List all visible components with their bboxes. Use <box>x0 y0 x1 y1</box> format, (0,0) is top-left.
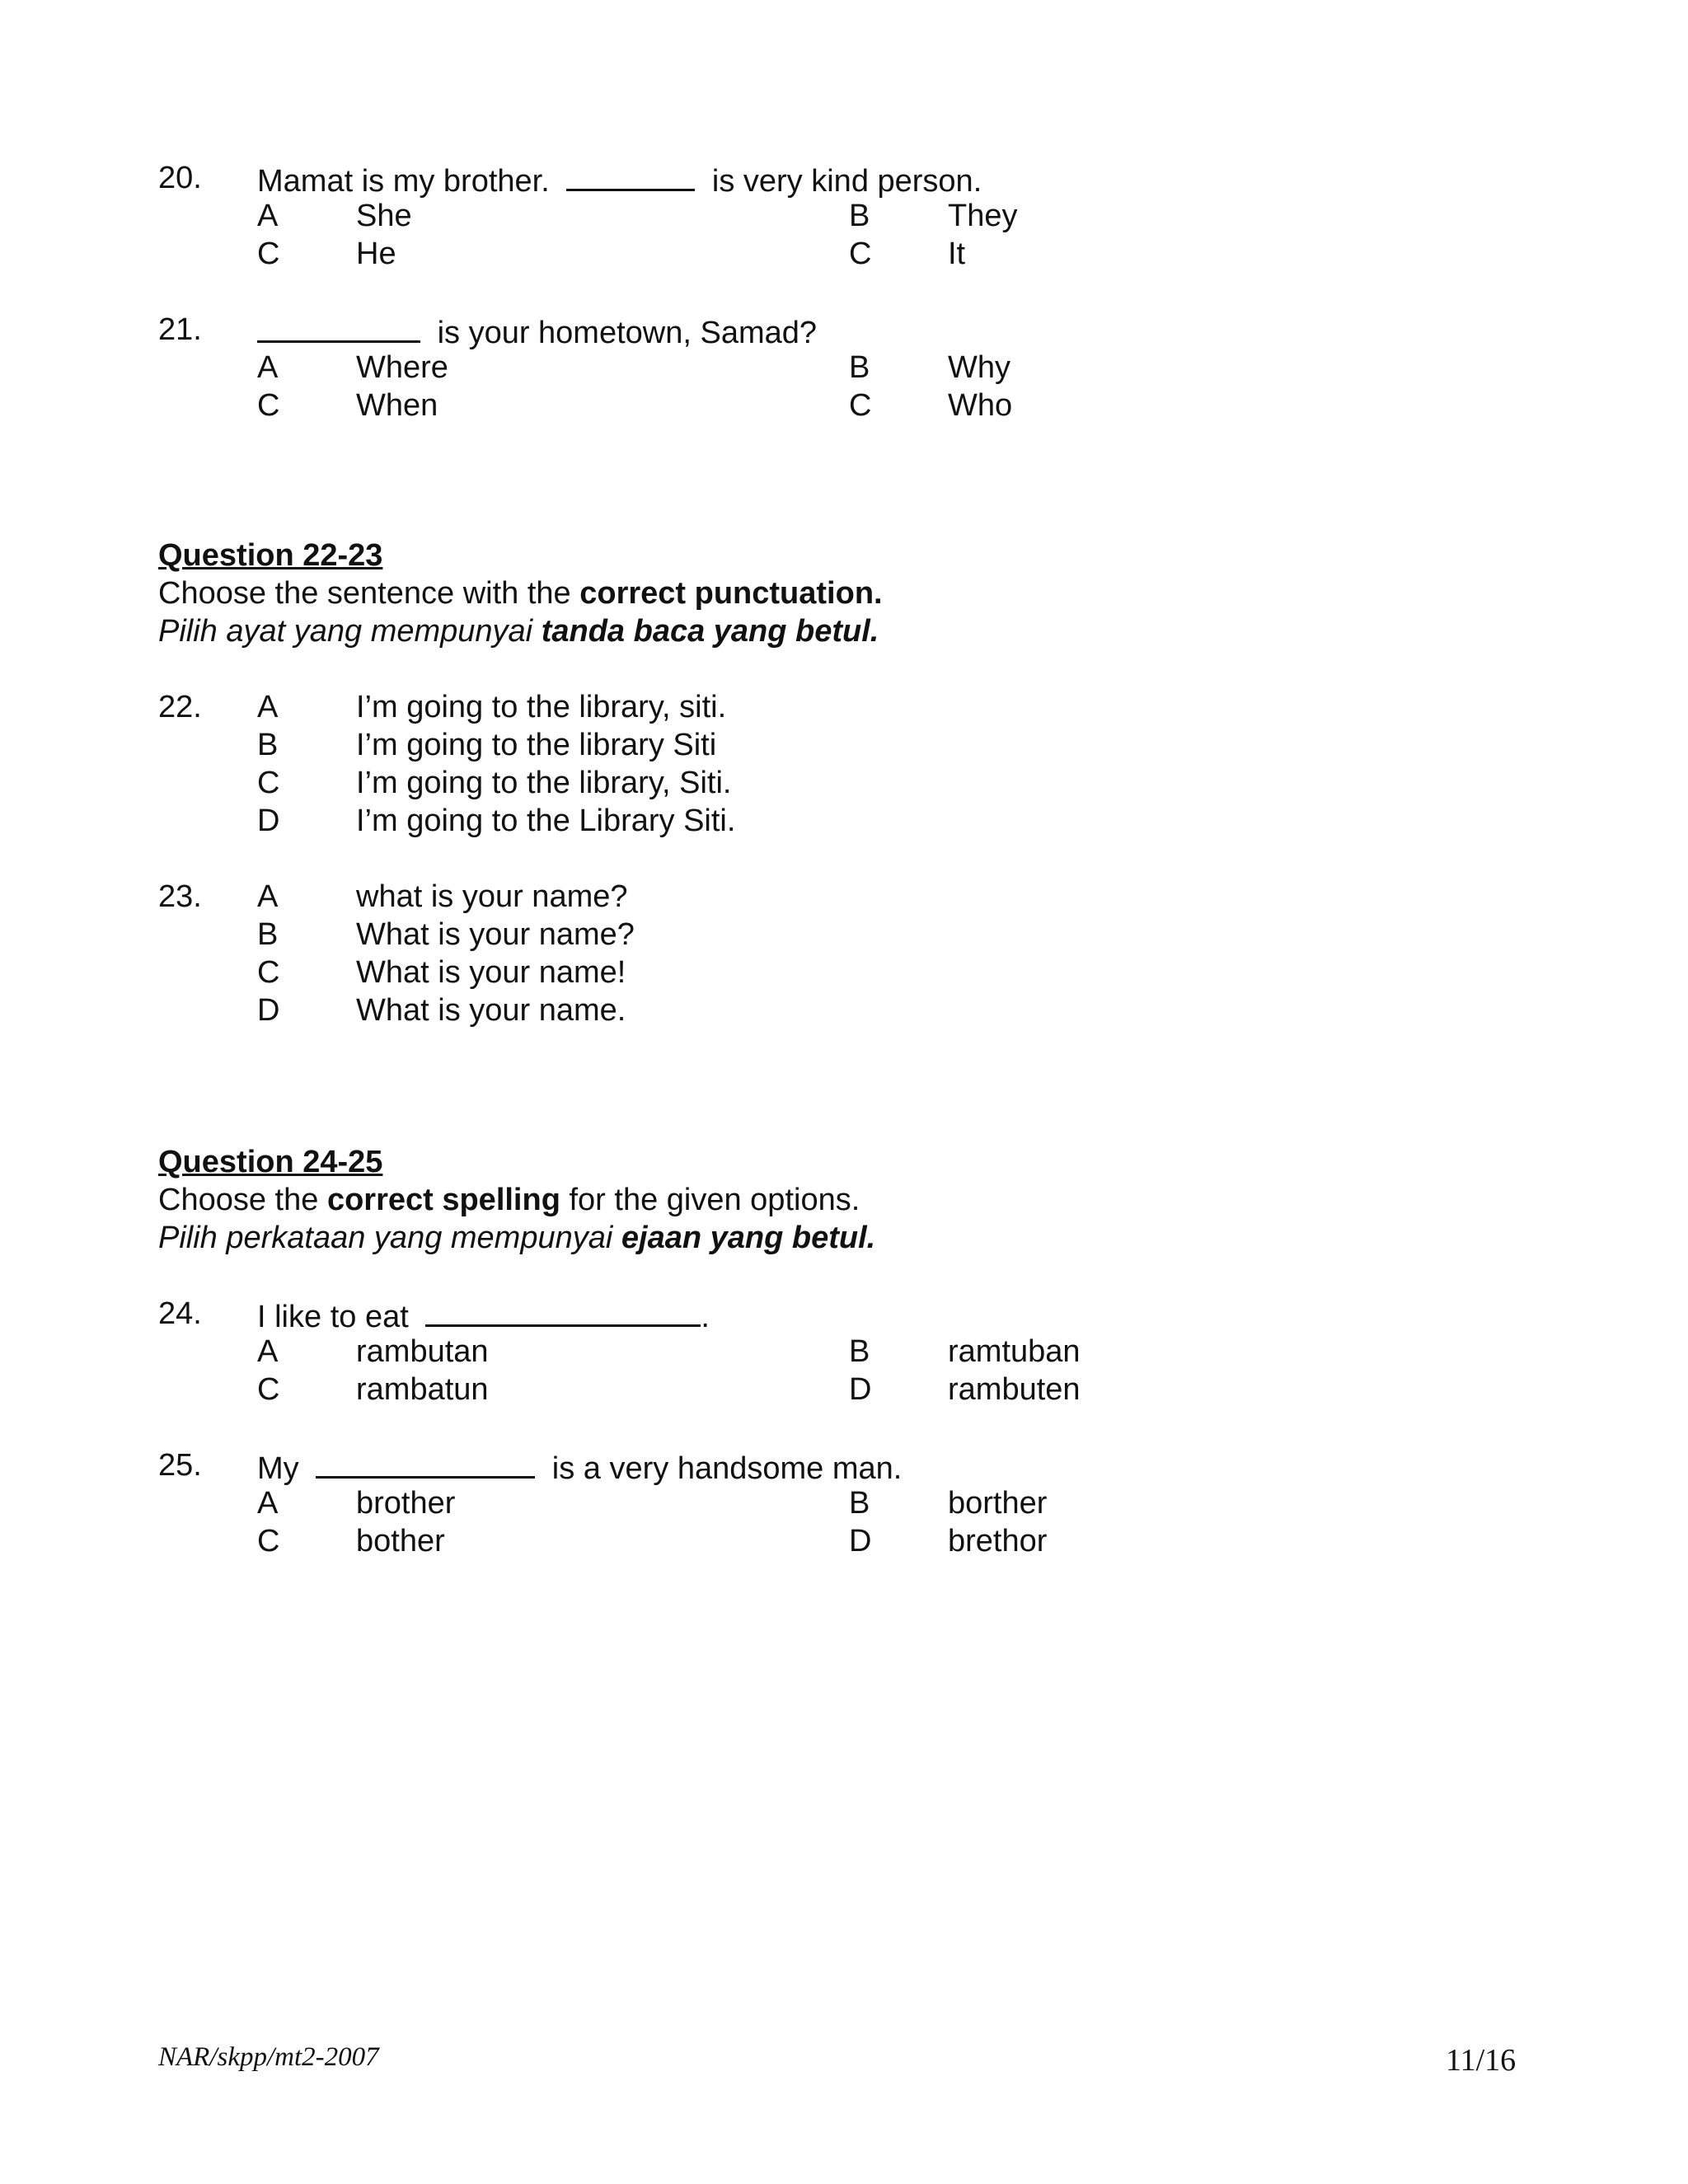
q25-stem-after: is a very handsome man. <box>551 1451 903 1486</box>
q25-stem-before: My <box>257 1451 299 1486</box>
q25-option-letter: D <box>849 1524 872 1558</box>
q23-option-text: what is your name? <box>356 879 628 914</box>
q24-option-text: ramtuban <box>948 1334 1081 1369</box>
q24-option-letter: C <box>257 1372 280 1407</box>
q23-option-letter: B <box>257 917 279 952</box>
section-instruction-english <box>158 1181 860 1219</box>
q21-option-text: Where <box>356 350 448 385</box>
instruction-text: for the given options. <box>569 1183 860 1217</box>
q24-stem-before: I like to eat <box>257 1300 409 1334</box>
q21-stem <box>257 311 817 352</box>
q20-option-text: They <box>948 199 1018 233</box>
q22-option-letter: C <box>257 766 280 800</box>
q21-number: 21. <box>158 312 202 347</box>
q21-stem-after: is your hometown, Samad? <box>437 316 818 350</box>
q25-answer-blank <box>316 1446 535 1479</box>
q24-option-text: rambatun <box>356 1372 489 1407</box>
q23-option-letter: A <box>257 879 279 914</box>
q24-stem-after: . <box>701 1300 710 1334</box>
q23-option-text: What is your name. <box>356 993 626 1028</box>
q25-option-text: borther <box>948 1486 1048 1521</box>
q25-number: 25. <box>158 1448 202 1483</box>
q20-option-letter: A <box>257 199 279 233</box>
q25-option-letter: A <box>257 1486 279 1521</box>
q20-answer-blank <box>566 159 695 191</box>
q24-option-text: rambutan <box>356 1334 489 1369</box>
instruction-text: Choose the sentence with the <box>158 576 571 611</box>
q25-stem <box>257 1446 902 1488</box>
q23-option-text: What is your name? <box>356 917 635 952</box>
q23-option-letter: C <box>257 955 280 990</box>
q25-option-text: bother <box>356 1524 445 1558</box>
q23-number: 23. <box>158 879 202 914</box>
q20-option-letter: B <box>849 199 870 233</box>
section-heading-22-23: Question 22-23 <box>158 538 383 573</box>
section-instruction-malay <box>158 612 879 650</box>
q20-option-text: He <box>356 237 396 271</box>
q21-answer-blank <box>257 311 420 343</box>
q25-option-text: brethor <box>948 1524 1048 1558</box>
q22-option-letter: D <box>257 804 280 838</box>
q25-option-letter: B <box>849 1486 870 1521</box>
footer-document-code: NAR/skpp/mt2-2007 <box>158 2042 379 2072</box>
q21-option-letter: C <box>849 388 872 423</box>
q20-option-letter: C <box>849 237 872 271</box>
q21-option-text: When <box>356 388 438 423</box>
instruction-text: Pilih perkataan yang mempunyai <box>158 1221 613 1255</box>
q22-option-letter: A <box>257 690 279 724</box>
q24-stem <box>257 1295 710 1336</box>
instruction-text: Choose the <box>158 1183 319 1217</box>
q22-option-text: I’m going to the Library Siti. <box>356 804 736 838</box>
footer-page-number: 11/16 <box>1446 2043 1517 2078</box>
q24-option-letter: B <box>849 1334 870 1369</box>
q24-option-letter: A <box>257 1334 279 1369</box>
instruction-emphasis: tanda baca yang betul. <box>541 614 879 649</box>
q21-option-letter: C <box>257 388 280 423</box>
section-instruction-malay <box>158 1219 875 1257</box>
q24-option-letter: D <box>849 1372 872 1407</box>
q20-option-letter: C <box>257 237 280 271</box>
q23-option-text: What is your name! <box>356 955 626 990</box>
q25-option-text: brother <box>356 1486 456 1521</box>
q24-option-text: rambuten <box>948 1372 1081 1407</box>
q21-option-letter: A <box>257 350 279 385</box>
q20-option-text: She <box>356 199 412 233</box>
q22-option-text: I’m going to the library Siti <box>356 728 717 762</box>
instruction-emphasis: correct punctuation. <box>579 576 883 611</box>
q22-option-letter: B <box>257 728 279 762</box>
q20-option-text: It <box>948 237 966 271</box>
instruction-emphasis: correct spelling <box>326 1183 560 1217</box>
q21-option-text: Why <box>948 350 1010 385</box>
q21-option-letter: B <box>849 350 870 385</box>
instruction-text: Pilih ayat yang mempunyai <box>158 614 533 649</box>
section-heading-24-25: Question 24-25 <box>158 1145 383 1179</box>
q20-stem <box>257 159 982 200</box>
q24-answer-blank <box>425 1295 701 1327</box>
q22-option-text: I’m going to the library, siti. <box>356 690 727 724</box>
q24-number: 24. <box>158 1296 202 1331</box>
q23-option-letter: D <box>257 993 280 1028</box>
q20-stem-after: is very kind person. <box>711 164 982 199</box>
q21-option-text: Who <box>948 388 1013 423</box>
q22-number: 22. <box>158 690 202 724</box>
q20-stem-before: Mamat is my brother. <box>257 164 550 199</box>
q22-option-text: I’m going to the library, Siti. <box>356 766 732 800</box>
instruction-emphasis: ejaan yang betul. <box>621 1221 876 1255</box>
q20-number: 20. <box>158 161 202 195</box>
q25-option-letter: C <box>257 1524 280 1558</box>
section-instruction-english <box>158 574 883 612</box>
